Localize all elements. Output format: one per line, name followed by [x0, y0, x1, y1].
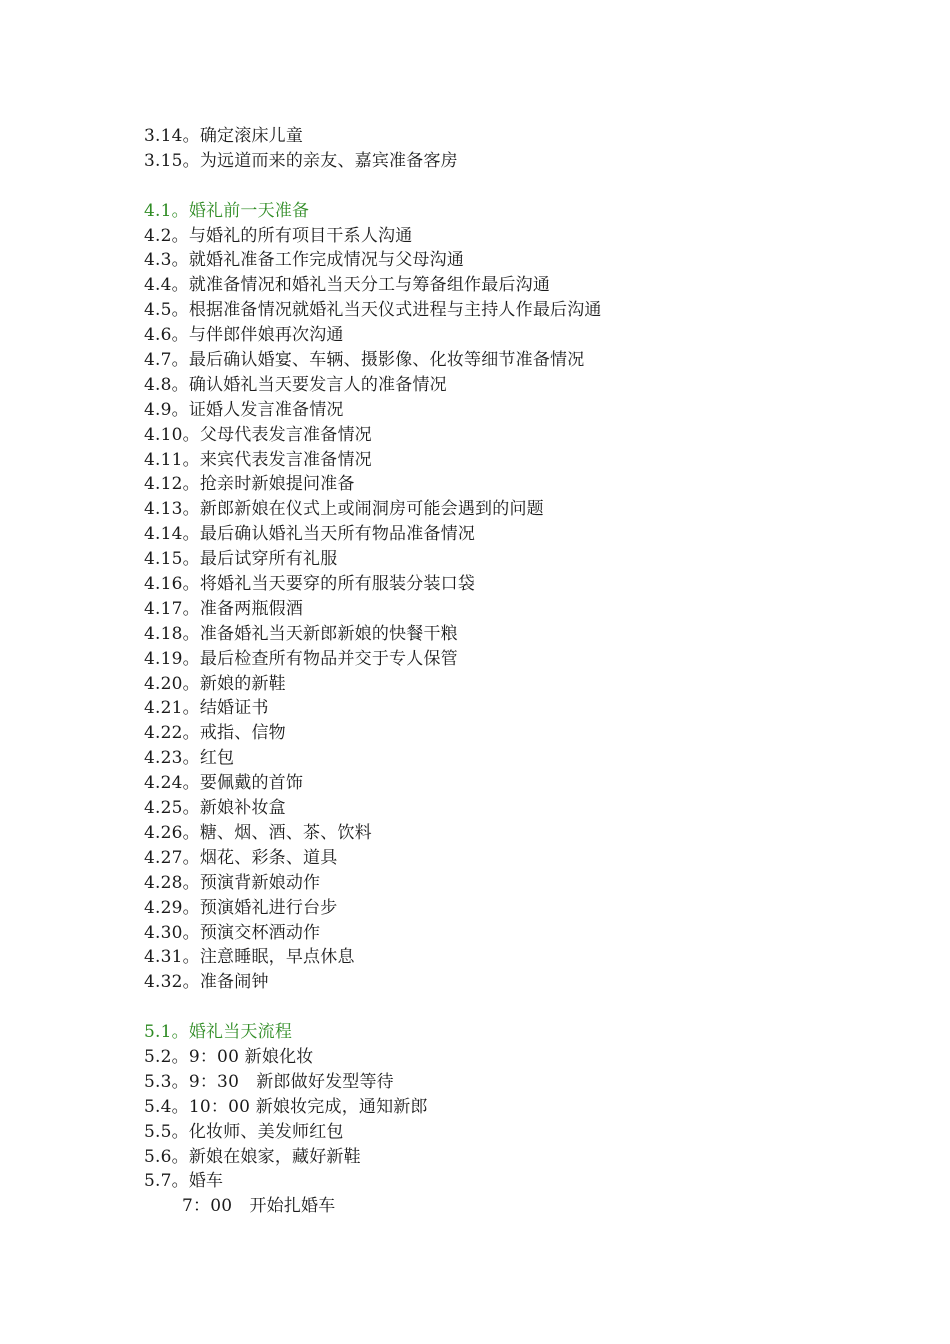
- list-item: 4.16。将婚礼当天要穿的所有服装分装口袋: [144, 574, 476, 595]
- indented-list-item: 7：00 开始扎婚车: [182, 1196, 336, 1217]
- list-item: 5.7。婚车: [144, 1171, 224, 1192]
- list-item: 4.14。最后确认婚礼当天所有物品准备情况: [144, 524, 476, 545]
- list-item: 4.27。烟花、彩条、道具: [144, 847, 338, 868]
- list-item: 4.4。就准备情况和婚礼当天分工与筹备组作最后沟通: [144, 275, 551, 296]
- list-item: 4.11。来宾代表发言准备情况: [144, 449, 372, 470]
- list-item: 4.17。准备两瓶假酒: [144, 598, 304, 619]
- list-item: 4.26。糖、烟、酒、茶、饮料: [144, 822, 372, 843]
- list-item: 4.24。要佩戴的首饰: [144, 773, 304, 794]
- list-item: 4.28。预演背新娘动作: [144, 872, 321, 893]
- list-item: 4.7。最后确认婚宴、车辆、摄影像、化妆等细节准备情况: [144, 350, 585, 371]
- list-item: 4.25。新娘补妆盒: [144, 798, 286, 819]
- list-item: 4.31。注意睡眠，早点休息: [144, 947, 355, 968]
- list-item: 5.5。化妆师、美发师红包: [144, 1121, 344, 1142]
- list-item: 4.8。确认婚礼当天要发言人的准备情况: [144, 374, 447, 395]
- list-block-5: [144, 1045, 864, 1194]
- list-item: 4.3。就婚礼准备工作完成情况与父母沟通: [144, 250, 465, 271]
- list-item: 3.14。确定滚床儿童: [144, 126, 304, 146]
- list-item: 4.19。最后检查所有物品并交于专人保管: [144, 648, 458, 669]
- list-item: 5.4。10：00 新娘妆完成，通知新郎: [144, 1096, 428, 1117]
- list-item: 4.13。新郎新娘在仪式上或闹洞房可能会遇到的问题: [144, 499, 544, 520]
- list-item: 4.9。证婚人发言准备情况: [144, 399, 344, 420]
- list-item: 4.30。预演交杯酒动作: [144, 922, 321, 943]
- paragraph-gap: [144, 995, 864, 1020]
- list-item: 4.32。准备闹钟: [144, 972, 269, 993]
- list-item: 3.15。为远道而来的亲友、嘉宾准备客房: [144, 150, 458, 171]
- list-item: 4.23。红包: [144, 748, 235, 769]
- list-item: 4.6。与伴郎伴娘再次沟通: [144, 325, 344, 346]
- list-item: 4.20。新娘的新鞋: [144, 673, 286, 694]
- list-item: 4.2。与婚礼的所有项目干系人沟通: [144, 225, 413, 246]
- list-item: 4.18。准备婚礼当天新郎新娘的快餐干粮: [144, 623, 458, 644]
- list-item: 4.15。最后试穿所有礼服: [144, 549, 338, 570]
- document-body: [144, 124, 864, 1219]
- list-block-4: [144, 224, 864, 996]
- list-item: 4.5。根据准备情况就婚礼当天仪式进程与主持人作最后沟通: [144, 300, 602, 321]
- list-block-3: [144, 124, 864, 174]
- list-item: 5.6。新娘在娘家，藏好新鞋: [144, 1146, 361, 1167]
- list-item: 4.12。抢亲时新娘提问准备: [144, 474, 355, 495]
- section-heading-4: 4.1。婚礼前一天准备: [144, 200, 310, 221]
- list-item: 5.2。9：00 新娘化妆: [144, 1046, 314, 1067]
- section-heading-5: 5.1。婚礼当天流程: [144, 1022, 293, 1043]
- list-item: 4.21。结婚证书: [144, 698, 269, 719]
- list-item: 4.22。戒指、信物: [144, 723, 286, 744]
- paragraph-gap: [144, 174, 864, 199]
- list-item: 4.29。预演婚礼进行台步: [144, 897, 338, 918]
- list-item: 5.3。9：30 新郎做好发型等待: [144, 1071, 394, 1092]
- list-item: 4.10。父母代表发言准备情况: [144, 424, 372, 445]
